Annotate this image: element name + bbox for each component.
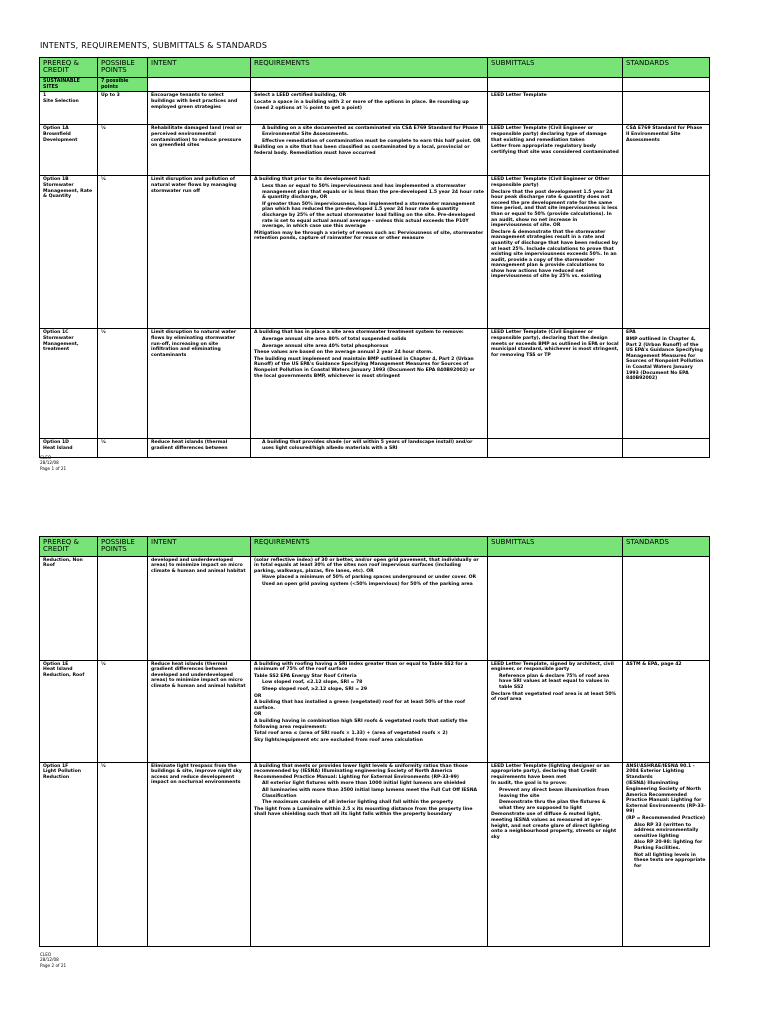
credit-number: Option 1D	[43, 440, 69, 446]
requirement-line: The maximum candela of all interior lighting shall fall within the property	[262, 800, 454, 806]
header-requirements: REQUIREMENTS	[251, 537, 488, 557]
submittal-line: Prevent any direct beam illumination from leaving the site	[499, 788, 610, 799]
requirement-line: Less than or equal to 50% imperviousness and has implemented a stormwater management plan that equals or is less than the pre-developed 1.5 year 24 hour rate & quantity discharge, OR	[262, 183, 484, 201]
submittal-line: LEED Letter Template (lighting designer or an appropriate party), declaring that Credit requirements have been met	[491, 763, 610, 780]
header-points: POSSIBLE POINTS	[98, 58, 148, 78]
submittal-line: Declare that the post development 1.5 year 24 hour peak discharge rate & quantity does not exceed the pre development rate for the same time period, and that site imperviousness is less than or equal to 50% (provide calculations). In an audit, show no net increase in imperviousness of site. OR	[491, 189, 618, 229]
requirement-line: Mitigation may be through a variety of means such as: Perviousness of site, stormwater retention ponds, capture of rainwater for reuse or other measure	[254, 230, 484, 242]
header-prereq: PREREQ & CREDIT	[40, 537, 98, 557]
intent-cell: Eliminate light trespass from the buildings & site, improve night sky access and reduce development impact on nocturnal environments	[148, 762, 251, 946]
standard-line: Also RP 20-98: lighting for Parking Facilities.	[634, 840, 703, 851]
standard-line: BMP outlined in Chapter 4, Part 2 (Urban Runoff) of the US EPA's Guidance Specifying Management Measures for Sources of Nonpoint Pollution in Coastal Waters January 1993 (Document No EPA 840B92002)	[626, 336, 704, 382]
standards-cell	[623, 439, 710, 458]
table-header-row	[40, 537, 710, 557]
submittals-cell: LEED Letter Template	[488, 92, 623, 125]
points-cell: Up to 3	[98, 92, 148, 125]
submittal-line: Declare that vegetated roof area is at least 50% of roof area	[491, 691, 617, 703]
section-name: SUSTAINABLE SITES	[40, 77, 98, 92]
header-submittals: SUBMITTALS	[488, 537, 623, 557]
table-row	[40, 92, 710, 125]
points-cell: ½	[98, 660, 148, 762]
credits-table-page1	[39, 57, 710, 458]
credit-number: Option 1C	[43, 330, 69, 336]
requirement-line: Low sloped roof, ≤2.12 slope, SRI = 78	[262, 680, 363, 686]
submittals-cell	[488, 556, 623, 660]
requirement-line: A building on a site documented as contaminated via CSA E769 Standard for Phase II Environmental Site Assessments.	[262, 126, 484, 137]
requirement-line: Total roof area ≤ (area of SRI roofs × 1.33) + (area of vegetated roofs × 2)	[254, 731, 448, 737]
standards-cell	[623, 92, 710, 125]
standard-line: Also RP 33 (written to address environmentally sensitive lighting	[634, 822, 699, 839]
requirements-cell	[251, 92, 488, 125]
credits-table-page2	[39, 536, 710, 947]
credit-cell	[40, 125, 98, 176]
requirement-line: OR	[254, 712, 262, 718]
standard-line: (IESNA) Illuminating Engineering Society of North America Recommended Practice Manual: Lighting for External Environments (RP-33-99)	[626, 781, 706, 815]
requirement-line: A building that has in place a site area stormwater treatment system to remove:	[254, 330, 464, 336]
credit-name: Site Selection	[43, 98, 79, 104]
requirement-line: A building that provides shade (or will within 5 years of landscape install) and/or uses light coloured/high albedo materials with a SRI	[262, 440, 473, 451]
requirement-line: Select a LEED certified building, OR	[254, 93, 347, 99]
credit-cell	[40, 329, 98, 439]
requirements-cell	[251, 439, 488, 458]
header-requirements: REQUIREMENTS	[251, 58, 488, 78]
requirement-line: (solar reflective index) of 30 or better, and/or open grid pavement, that individually or in total equals at least 30% of the sites non roof impervious surfaces (including parking, walkways, plazas, fire lanes, etc). OR	[254, 557, 479, 574]
points-cell	[98, 556, 148, 660]
intent-cell: Reduce heat islands (thermal gradient differences between developed and underdeveloped areas) to minimize impact on micro climate & human and animal habitat	[148, 660, 251, 762]
requirement-line: The building must implement and maintain BMP outlined in Chapter 4, Part 2 (Urban Runoff) of the US EPA's Guidance Specifying Management Measures for Sources of Nonpoint Pollution in Coastal Waters January 1993 (Document No EPA 840B92002) or the local governments BMP, whichever is most stringent	[254, 356, 476, 379]
table-row	[40, 176, 710, 329]
credit-name: Stormwater Management, Rate & Quantity	[43, 182, 93, 200]
standards-cell	[623, 762, 710, 946]
section-points: 7 possible points	[98, 77, 148, 92]
credit-cell	[40, 556, 98, 660]
standard-line: ANSI/ASHRAE/IESNA 90.1 - 2004 Exterior Lighting Standards	[626, 763, 695, 780]
requirement-line: A building with roofing having a SRI index greater than or equal to Table SS2 for a minimum of 75% of the roof surface	[254, 661, 468, 673]
footer-date: 28/12/08	[40, 460, 59, 466]
section-row	[40, 77, 710, 92]
credit-number: Option 1E	[43, 661, 69, 667]
intent-cell: developed and underdeveloped areas) to minimize impact on micro climate & human and animal habitat	[148, 556, 251, 660]
submittals-cell	[488, 439, 623, 458]
standard-line: EPA	[626, 330, 636, 336]
credit-name: Brownfield Development	[43, 131, 78, 143]
requirement-line: These values are based on the average annual 2 year 24 hour storm.	[254, 350, 433, 356]
submittal-line: Reference plan & declare 75% of roof area have SRI values at least equal to values in table SS2	[499, 673, 610, 691]
submittals-cell	[488, 125, 623, 176]
requirement-line: A building that has installed a green (vegetated) roof for at least 50% of the roof surface.	[254, 700, 466, 711]
table-row	[40, 125, 710, 176]
credit-cell	[40, 92, 98, 125]
requirement-line: A building having in combination high SRI roofs & vegetated roofs that satisfy the following area requirement:	[254, 719, 468, 730]
requirement-line: A building that prior to its development had:	[254, 177, 371, 183]
submittal-line: LEED Letter Template (Civil Engineer or Other responsible party)	[491, 177, 610, 188]
requirement-line: Locate a space in a building with 2 or more of the options in place. Be rounding up (need 2 options at ½ point to get a point)	[254, 99, 469, 111]
requirements-cell	[251, 176, 488, 329]
credit-name: Reduction, Non Roof	[43, 557, 83, 569]
table-row	[40, 439, 710, 458]
submittal-line: LEED Letter Template, signed by architect, civil engineer, or responsible party	[491, 661, 614, 673]
requirements-cell	[251, 329, 488, 439]
document-title: INTENTS, REQUIREMENTS, SUBMITTALS & STANDARDS	[40, 41, 268, 50]
intent-cell: Limit disruption and pollution of natural water flows by managing stormwater run off	[148, 176, 251, 329]
credit-cell	[40, 176, 98, 329]
requirement-line: Table SS2 EPA Energy Star Roof Criteria	[254, 673, 357, 679]
standard-line: Not all lighting levels in these texts are appropriate for	[634, 852, 706, 869]
header-points: POSSIBLE POINTS	[98, 537, 148, 557]
credit-cell	[40, 762, 98, 946]
submittal-line: Letter from appropriate regulatory body certifying that site was considered contaminated	[491, 144, 619, 155]
table-header-row	[40, 58, 710, 78]
credit-name: Heat Island Reduction, Roof	[43, 667, 85, 678]
table-row	[40, 556, 710, 660]
submittal-line: Demonstrate use of diffuse & muted light, meeting IESNA values as measured at eye-height, and not create glare of direct lighting onto a neighbourhood property, streets or night sky	[491, 812, 617, 840]
submittals-cell	[488, 176, 623, 329]
submittal-line: Declare & demonstrate that the stormwater management strategies result in a rate and quantity of discharge that have been reduced by at least 25%. Include calculations to prove that existing site imperviousness exceeds 50%. In an audit, provide a copy of the stormwater management plan & provide calculations to show how actions have reduced net imperviousness of site by 25% vs. existing	[491, 229, 618, 280]
requirement-line: If greater than 50% imperviousness, has implemented a stormwater management plan which has reduced the pre-developed 1.5 year 24 hour rate & quantity discharge by 25% of the actual stormwater load falling on the site. Pre-developed rate is set to equal actual annual average - unless this actual exceeds the P10Y average, in which case use this average	[262, 201, 476, 230]
requirement-line: All luminaries with more than 3500 initial lamp lumens meet the Full Cut Off IESNA Classification	[262, 788, 478, 799]
standards-cell	[623, 556, 710, 660]
requirement-line: Effective remediation of contamination must be complete to earn this half point. OR	[262, 138, 481, 144]
submittal-line: LEED Letter Template (Civil Engineer or responsible party) declaring type of damage that existing and remediation taken	[491, 126, 607, 143]
points-cell: ½	[98, 329, 148, 439]
credit-number: Option 1A	[43, 126, 69, 132]
credit-number: Option 1F	[43, 763, 69, 769]
table-row	[40, 660, 710, 762]
submittals-cell	[488, 660, 623, 762]
page-footer	[40, 952, 66, 968]
points-cell: ½	[98, 176, 148, 329]
intent-cell: Rehabilitate damaged land (real or perceived environmental contamination) to reduce pressure on greenfield sites	[148, 125, 251, 176]
points-cell: ½	[98, 125, 148, 176]
credit-number: Option 1B	[43, 177, 69, 183]
header-intent: INTENT	[148, 537, 251, 557]
requirement-line: OR	[254, 693, 262, 699]
requirements-cell	[251, 762, 488, 946]
requirements-cell	[251, 660, 488, 762]
header-intent: INTENT	[148, 58, 251, 78]
header-standards: STANDARDS	[623, 58, 710, 78]
standards-cell: CSA E769 Standard for Phase II Environmental Site Assessments	[623, 125, 710, 176]
footer-org: CLEO	[40, 952, 52, 957]
requirement-line: Have placed a minimum of 50% of parking spaces underground or under cover. OR	[262, 575, 477, 581]
credit-name: Heat Island	[43, 445, 73, 451]
header-prereq: PREREQ & CREDIT	[40, 58, 98, 78]
credit-name: Stormwater Management, treatment	[43, 335, 79, 353]
requirement-line: The light from a Luminaire within 2.5 x its mounting distance from the property line shall have shielding such that all its light falls within the property boundary	[254, 806, 473, 818]
credit-cell	[40, 660, 98, 762]
table-row	[40, 762, 710, 946]
header-submittals: SUBMITTALS	[488, 58, 623, 78]
standard-line: (RP = Recommended Practice)	[626, 816, 705, 822]
standards-cell: ASTM & EPA, page 42	[623, 660, 710, 762]
requirements-cell	[251, 125, 488, 176]
requirement-line: Average annual site area 80% of total suspended solids	[262, 336, 407, 342]
footer-page: Page 1 of 21	[40, 465, 67, 471]
intent-cell: Encourage tenants to select buildings with best practices and employed green strategies	[148, 92, 251, 125]
standards-cell	[623, 329, 710, 439]
requirements-cell	[251, 556, 488, 660]
requirement-line: Average annual site area 40% total phosphorous	[262, 343, 389, 349]
credit-name: Light Pollution Reduction	[43, 769, 81, 780]
footer-org: CLEO	[40, 455, 52, 460]
requirement-line: All exterior light fixtures with more than 1000 initial light lumens are shielded	[262, 781, 466, 787]
requirement-line: A building that meets or provides lower light levels & uniformity ratios than those recommended by (IESNA) Illuminating engineering Society of North America Recommended Practice Manual: Lighting for External Environments (RP-33-99)	[254, 763, 468, 780]
requirement-line: Used an open grid paving system (<50% impervious) for 50% of the parking area	[262, 582, 473, 588]
page-footer	[40, 455, 66, 471]
requirement-line: Sky lights/equipment etc are excluded from roof area calculation	[254, 737, 423, 743]
requirement-line: Building on a site that has been classified as contaminated by a local, provincial or federal body. Remediation must have occurred	[254, 145, 470, 156]
points-cell: ½	[98, 762, 148, 946]
intent-cell: Reduce heat islands (thermal gradient differences between	[148, 439, 251, 458]
submittals-cell	[488, 762, 623, 946]
standards-cell	[623, 176, 710, 329]
footer-date: 28/12/08	[40, 957, 59, 963]
intent-cell: Limit disruption to natural water flows by eliminating stormwater run-off, increasing on site infiltration and eliminating contaminants	[148, 329, 251, 439]
submittals-cell: LEED Letter Template (Civil Engineer or responsible party), declaring that the design meets or exceeds BMP as outlined in EPA or local municipal standard, whichever is most stringent, for removing TSS or TP	[488, 329, 623, 439]
submittal-line: Demonstrate thru the plan the fixtures & what they are supposed to light	[499, 800, 606, 811]
credit-number: 1	[43, 93, 47, 99]
submittal-line: In audit, the goal is to prove:	[491, 781, 567, 787]
footer-page: Page 2 of 21	[40, 962, 67, 968]
header-standards: STANDARDS	[623, 537, 710, 557]
requirement-line: Steep sloped roof, ≥2.12 slope, SRI = 29	[262, 687, 368, 693]
table-row	[40, 329, 710, 439]
points-cell: ½	[98, 439, 148, 458]
